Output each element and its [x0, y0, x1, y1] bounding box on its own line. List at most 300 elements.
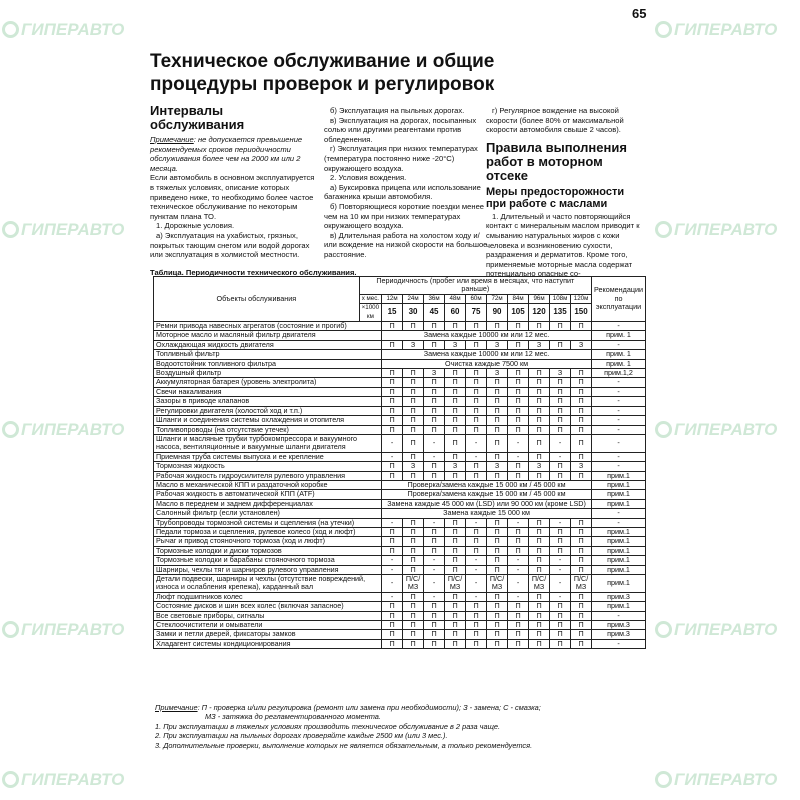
interval-cell: П: [487, 406, 508, 415]
interval-cell: П: [571, 639, 592, 648]
interval-cell: -: [466, 434, 487, 452]
interval-cell: П: [487, 527, 508, 536]
interval-cell: П: [487, 452, 508, 461]
interval-cell: П: [508, 378, 529, 387]
object-name: Тормозные колодки и барабаны стояночного тормоза: [154, 556, 382, 565]
interval-cell: П: [403, 602, 424, 611]
interval-cell: П: [529, 611, 550, 620]
object-name: Приемная труба системы выпуска и ее крепление: [154, 452, 382, 461]
interval-cell: П: [403, 322, 424, 331]
interval-cell: П: [466, 471, 487, 480]
table-row: [154, 565, 646, 574]
table-row: [154, 509, 646, 518]
object-name: Трубопроводы тормозной системы и сцепления (на утечки): [154, 518, 382, 527]
interval-cell: П: [424, 621, 445, 630]
interval-cell: -: [424, 592, 445, 601]
interval-cell: П: [487, 425, 508, 434]
interval-cell: П: [403, 387, 424, 396]
interval-cell: П: [571, 425, 592, 434]
interval-cell: П: [550, 378, 571, 387]
recommendation-cell: -: [592, 611, 646, 620]
interval-cell: П: [382, 527, 403, 536]
interval-cell: П: [466, 630, 487, 639]
interval-cell: -: [466, 565, 487, 574]
interval-cell: П: [382, 462, 403, 471]
interval-cell: -: [550, 592, 571, 601]
interval-cell: П: [445, 592, 466, 601]
interval-cell: З: [571, 340, 592, 349]
maintenance-table: [153, 276, 646, 649]
interval-cell: П: [550, 462, 571, 471]
footnote: 2. При эксплуатации на пыльных дорогах проверяйте каждые 2500 км (или 3 мес.).: [155, 731, 448, 741]
recommendation-cell: -: [592, 406, 646, 415]
interval-cell: -: [424, 575, 445, 593]
interval-cell: П: [487, 537, 508, 546]
table-row: [154, 518, 646, 527]
interval-cell: П: [550, 546, 571, 555]
interval-cell: -: [508, 575, 529, 593]
interval-cell: -: [550, 565, 571, 574]
table-row: [154, 527, 646, 536]
unit-km-label: ×1000 км: [359, 304, 381, 322]
km-header: 45: [424, 304, 445, 322]
table-row: [154, 322, 646, 331]
interval-cell: -: [424, 556, 445, 565]
object-name: Рабочая жидкость гидроусилителя рулевого управления: [154, 471, 382, 480]
table-row: [154, 611, 646, 620]
table-row: [154, 592, 646, 601]
interval-cell: -: [466, 575, 487, 593]
footnote: 1. При эксплуатации в тяжелых условиях производить техническое обслуживание в 2 раза чаще.: [155, 721, 501, 731]
interval-cell: -: [508, 592, 529, 601]
interval-cell: П: [571, 322, 592, 331]
interval-cell: П: [382, 397, 403, 406]
interval-cell: П: [529, 639, 550, 648]
recommendation-cell: прим.1: [592, 471, 646, 480]
interval-cell: П: [508, 537, 529, 546]
interval-cell: -: [424, 565, 445, 574]
interval-cell: П: [529, 416, 550, 425]
month-header: 12м: [382, 294, 403, 303]
interval-cell: З: [403, 462, 424, 471]
interval-cell: П: [571, 546, 592, 555]
table-row: [154, 490, 646, 499]
interval-cell: П: [403, 406, 424, 415]
interval-cell: П: [508, 340, 529, 349]
interval-cell: П: [403, 434, 424, 452]
interval-cell: П: [424, 471, 445, 480]
interval-cell: П: [445, 602, 466, 611]
interval-cell: П: [382, 602, 403, 611]
interval-cell: П: [550, 387, 571, 396]
interval-cell: -: [382, 565, 403, 574]
object-name: Масло в механической КПП и раздаточной коробке: [154, 480, 382, 489]
object-name: Стеклоочистители и омыватели: [154, 621, 382, 630]
interval-cell: П: [571, 518, 592, 527]
interval-cell: П: [382, 611, 403, 620]
km-header: 15: [382, 304, 403, 322]
recommendation-cell: -: [592, 387, 646, 396]
interval-cell: -: [550, 518, 571, 527]
recommendation-cell: -: [592, 425, 646, 434]
interval-cell: П: [487, 592, 508, 601]
interval-cell: П: [424, 639, 445, 648]
interval-cell: П: [529, 537, 550, 546]
table-row: [154, 630, 646, 639]
table-row: [154, 359, 646, 368]
interval-cell: П: [424, 378, 445, 387]
interval-cell: П: [487, 565, 508, 574]
interval-cell: П: [529, 369, 550, 378]
recommendation-cell: -: [592, 322, 646, 331]
interval-cell: П: [445, 621, 466, 630]
interval-cell: П: [424, 406, 445, 415]
watermark: ГИПЕРАВТО: [2, 220, 124, 240]
interval-cell: П/С/ МЗ: [403, 575, 424, 593]
interval-cell: П: [571, 378, 592, 387]
interval-cell: П: [487, 639, 508, 648]
object-name: Салонный фильтр (если установлен): [154, 509, 382, 518]
interval-cell: П: [529, 425, 550, 434]
interval-cell: П: [403, 556, 424, 565]
interval-cell: З: [424, 369, 445, 378]
interval-cell: П: [424, 611, 445, 620]
watermark: ГИПЕРАВТО: [655, 770, 777, 790]
interval-cell: П: [487, 322, 508, 331]
interval-cell: П: [403, 630, 424, 639]
interval-cell: П: [403, 537, 424, 546]
interval-cell: П: [508, 630, 529, 639]
interval-cell: П: [382, 340, 403, 349]
period-column-header: Периодичность (пробег или время в месяцах, что наступит раньше): [359, 277, 591, 295]
interval-cell: -: [466, 592, 487, 601]
recommendation-cell: прим.1: [592, 490, 646, 499]
interval-cell: П: [571, 527, 592, 536]
interval-cell: -: [382, 452, 403, 461]
object-name: Воздушный фильтр: [154, 369, 382, 378]
interval-cell: П: [466, 387, 487, 396]
table-row: [154, 350, 646, 359]
table-row: [154, 434, 646, 452]
table-row: [154, 397, 646, 406]
table-row: [154, 575, 646, 593]
interval-cell: П: [445, 397, 466, 406]
recommendation-cell: -: [592, 416, 646, 425]
interval-cell: П: [466, 397, 487, 406]
object-name: Водоотстойник топливного фильтра: [154, 359, 382, 368]
text-column-1: [150, 104, 318, 260]
page-title: [150, 50, 620, 96]
recommendation-cell: прим.3: [592, 630, 646, 639]
interval-cell: П: [508, 602, 529, 611]
paragraph: 1. Дорожные условия.: [156, 221, 235, 231]
object-name: Тормозная жидкость: [154, 462, 382, 471]
section-heading: Интервалы обслуживания: [150, 103, 245, 132]
watermark: ГИПЕРАВТО: [2, 420, 124, 440]
interval-cell: П: [445, 378, 466, 387]
interval-cell: П: [403, 639, 424, 648]
interval-cell: -: [508, 565, 529, 574]
interval-cell: П: [571, 602, 592, 611]
interval-cell: П: [445, 556, 466, 565]
paragraph: в) Эксплуатация на дорогах, посыпанных солью или другими реагентами против обледенения.: [324, 115, 477, 144]
interval-cell: П: [571, 565, 592, 574]
table-row: [154, 556, 646, 565]
interval-cell: П: [529, 322, 550, 331]
interval-cell: П: [571, 406, 592, 415]
interval-cell: П: [529, 434, 550, 452]
interval-cell: П: [466, 378, 487, 387]
paragraph: 1. Длительный и часто повторяющийся контакт с минеральным маслом приводит к смыванию натуральных жиров с кожи человека и возникновению сухости, раздражения и дерматитов. Кроме того, применяемые моторные масла содержат потенциально опасные со-: [486, 211, 640, 279]
object-name: Моторное масло и масляный фильтр двигателя: [154, 331, 382, 340]
interval-cell: П: [403, 518, 424, 527]
interval-cell: П: [403, 452, 424, 461]
table-row: [154, 425, 646, 434]
interval-cell: П: [466, 340, 487, 349]
interval-cell: П: [550, 471, 571, 480]
interval-cell: З: [445, 340, 466, 349]
interval-cell: П: [466, 462, 487, 471]
interval-cell: -: [508, 434, 529, 452]
interval-cell: П: [487, 556, 508, 565]
interval-cell: П: [550, 322, 571, 331]
interval-cell: П: [529, 556, 550, 565]
table-row: [154, 369, 646, 378]
interval-cell: П: [571, 556, 592, 565]
interval-cell: -: [550, 452, 571, 461]
interval-cell: З: [529, 340, 550, 349]
interval-cell: П: [382, 537, 403, 546]
object-name: Шланги и масляные трубки турбокомпрессора и вакуумного насоса, вентиляционные и вакуумные шланги двигателя: [154, 434, 382, 452]
interval-cell: П: [382, 322, 403, 331]
table-row: [154, 537, 646, 546]
interval-cell: -: [550, 575, 571, 593]
km-header: 90: [487, 304, 508, 322]
text-column-3: [486, 106, 646, 279]
object-name: Топливопроводы (на отсутствие утечек): [154, 425, 382, 434]
table-row: [154, 378, 646, 387]
interval-cell: П: [403, 527, 424, 536]
interval-cell: П: [508, 387, 529, 396]
interval-cell: П: [571, 434, 592, 452]
interval-cell: П: [550, 416, 571, 425]
interval-description: Замена каждые 10000 км или 12 мес.: [382, 350, 592, 359]
recommendations-column-header: Рекомендации по эксплуатации: [592, 277, 646, 322]
objects-column-header: Объекты обслуживания: [154, 277, 360, 322]
recommendation-cell: -: [592, 378, 646, 387]
table-row: [154, 416, 646, 425]
recommendation-cell: прим.1: [592, 480, 646, 489]
km-header: 150: [571, 304, 592, 322]
interval-cell: П/С/ МЗ: [529, 575, 550, 593]
interval-cell: П: [403, 565, 424, 574]
interval-cell: П/С/ МЗ: [487, 575, 508, 593]
recommendation-cell: прим.1: [592, 537, 646, 546]
interval-cell: П: [508, 527, 529, 536]
interval-cell: П: [445, 434, 466, 452]
object-name: Люфт подшипников колес: [154, 592, 382, 601]
interval-cell: П: [529, 621, 550, 630]
interval-cell: -: [466, 518, 487, 527]
interval-cell: П: [550, 621, 571, 630]
interval-cell: П: [487, 546, 508, 555]
interval-cell: П: [529, 397, 550, 406]
interval-cell: П: [466, 537, 487, 546]
interval-cell: П: [508, 416, 529, 425]
month-header: 84м: [508, 294, 529, 303]
interval-cell: П/С/ МЗ: [445, 575, 466, 593]
interval-cell: -: [466, 452, 487, 461]
interval-cell: П: [466, 369, 487, 378]
object-name: Аккумуляторная батарея (уровень электролита): [154, 378, 382, 387]
recommendation-cell: прим.3: [592, 592, 646, 601]
interval-cell: П: [571, 397, 592, 406]
interval-cell: П: [382, 621, 403, 630]
interval-cell: -: [424, 434, 445, 452]
interval-cell: П: [466, 602, 487, 611]
interval-cell: П: [487, 611, 508, 620]
interval-cell: П: [487, 434, 508, 452]
interval-cell: П: [424, 397, 445, 406]
interval-cell: П: [403, 592, 424, 601]
month-header: 24м: [403, 294, 424, 303]
interval-cell: П: [571, 611, 592, 620]
recommendation-cell: прим.1: [592, 527, 646, 536]
interval-cell: П: [382, 406, 403, 415]
object-name: Все световые приборы, сигналы: [154, 611, 382, 620]
table-row: [154, 480, 646, 489]
table-row: [154, 387, 646, 396]
interval-description: Замена каждые 15 000 км: [382, 509, 592, 518]
interval-cell: П: [382, 425, 403, 434]
interval-cell: П: [571, 387, 592, 396]
interval-cell: П: [382, 369, 403, 378]
recommendation-cell: -: [592, 462, 646, 471]
title-line: Техническое обслуживание и общие: [150, 51, 495, 72]
interval-cell: П: [487, 471, 508, 480]
watermark: ГИПЕРАВТО: [655, 620, 777, 640]
interval-cell: П: [424, 425, 445, 434]
footnote: Примечание: П - проверка и/или регулировка (ремонт или замена при необходимости); З - замена; С - смазка;: [155, 703, 541, 712]
interval-cell: П: [571, 592, 592, 601]
paragraph: б) Эксплуатация на пыльных дорогах.: [330, 106, 465, 115]
interval-cell: П: [445, 518, 466, 527]
interval-cell: П: [529, 527, 550, 536]
interval-cell: П: [445, 387, 466, 396]
interval-cell: П: [529, 378, 550, 387]
interval-cell: П: [550, 639, 571, 648]
interval-cell: П: [445, 425, 466, 434]
interval-description: Очистка каждые 7500 км: [382, 359, 592, 368]
interval-cell: -: [550, 434, 571, 452]
recommendation-cell: прим. 1: [592, 350, 646, 359]
interval-cell: П: [403, 611, 424, 620]
interval-cell: П/С/ МЗ: [571, 575, 592, 593]
interval-cell: -: [382, 592, 403, 601]
interval-cell: П: [571, 369, 592, 378]
interval-cell: П: [487, 621, 508, 630]
interval-cell: П: [550, 406, 571, 415]
interval-cell: П: [550, 630, 571, 639]
interval-cell: П: [487, 630, 508, 639]
object-name: Шланги и соединения системы охлаждения и отопителя: [154, 416, 382, 425]
watermark: ГИПЕРАВТО: [2, 20, 124, 40]
interval-cell: П: [487, 397, 508, 406]
interval-cell: П: [445, 630, 466, 639]
title-line: процедуры проверок и регулировок: [150, 74, 495, 95]
footnote: 3. Дополнительные проверки, выполнение которых не является обязательным, а только рекомендуется.: [155, 740, 533, 750]
interval-cell: -: [508, 518, 529, 527]
interval-cell: П: [529, 630, 550, 639]
recommendation-cell: прим.1: [592, 575, 646, 593]
interval-cell: -: [382, 518, 403, 527]
table-row: [154, 471, 646, 480]
table-row: [154, 331, 646, 340]
interval-cell: П: [508, 397, 529, 406]
interval-cell: П: [508, 471, 529, 480]
object-name: Масло в переднем и заднем дифференциалах: [154, 499, 382, 508]
interval-cell: П: [424, 546, 445, 555]
recommendation-cell: -: [592, 397, 646, 406]
interval-cell: З: [487, 369, 508, 378]
km-header: 60: [445, 304, 466, 322]
interval-cell: З: [445, 462, 466, 471]
interval-cell: П: [424, 462, 445, 471]
note-paragraph: Примечание: не допускается превышение рекомендуемых сроков периодичности обслуживания более чем на 2000 км или 2 месяца.: [150, 135, 303, 173]
paragraph: Если автомобиль в основном эксплуатируется в тяжелых условиях, описание которых приведено ниже, то необходимо более частое техническое обслуживание по некоторым пунктам плана ТО.: [150, 173, 315, 221]
interval-cell: П: [508, 611, 529, 620]
interval-cell: П: [487, 378, 508, 387]
km-header: 120: [529, 304, 550, 322]
interval-cell: П: [424, 416, 445, 425]
interval-cell: П: [571, 537, 592, 546]
interval-cell: П: [466, 639, 487, 648]
interval-cell: З: [403, 340, 424, 349]
object-name: Зазоры в приводе клапанов: [154, 397, 382, 406]
recommendation-cell: -: [592, 340, 646, 349]
month-header: 96м: [529, 294, 550, 303]
interval-cell: П: [571, 621, 592, 630]
table-row: [154, 639, 646, 648]
footnote: МЗ - затяжка до регламентированного момента.: [205, 712, 381, 722]
watermark: ГИПЕРАВТО: [2, 620, 124, 640]
object-name: Ремни привода навесных агрегатов (состояние и прогиб): [154, 322, 382, 331]
interval-cell: З: [550, 369, 571, 378]
table-row: [154, 602, 646, 611]
table-row: [154, 462, 646, 471]
interval-cell: П: [571, 452, 592, 461]
object-name: Рычаг и привод стояночного тормоза (ход и люфт): [154, 537, 382, 546]
interval-cell: П: [424, 527, 445, 536]
interval-cell: П: [445, 471, 466, 480]
interval-cell: П: [445, 537, 466, 546]
interval-cell: П: [571, 630, 592, 639]
table-row: [154, 406, 646, 415]
interval-cell: П: [466, 406, 487, 415]
interval-cell: П: [466, 546, 487, 555]
paragraph: г) Регулярное вождение на высокой скорости (более 80% от максимальной скорости автомобиля свыше 2 часов).: [486, 106, 624, 135]
watermark: ГИПЕРАВТО: [655, 420, 777, 440]
recommendation-cell: прим.1: [592, 556, 646, 565]
interval-cell: П: [529, 565, 550, 574]
recommendation-cell: прим.1: [592, 602, 646, 611]
interval-cell: П: [382, 630, 403, 639]
interval-cell: П: [508, 621, 529, 630]
page-number: 65: [632, 6, 647, 21]
interval-cell: П: [508, 462, 529, 471]
recommendation-cell: прим.1: [592, 546, 646, 555]
table-header-row: [154, 277, 646, 295]
